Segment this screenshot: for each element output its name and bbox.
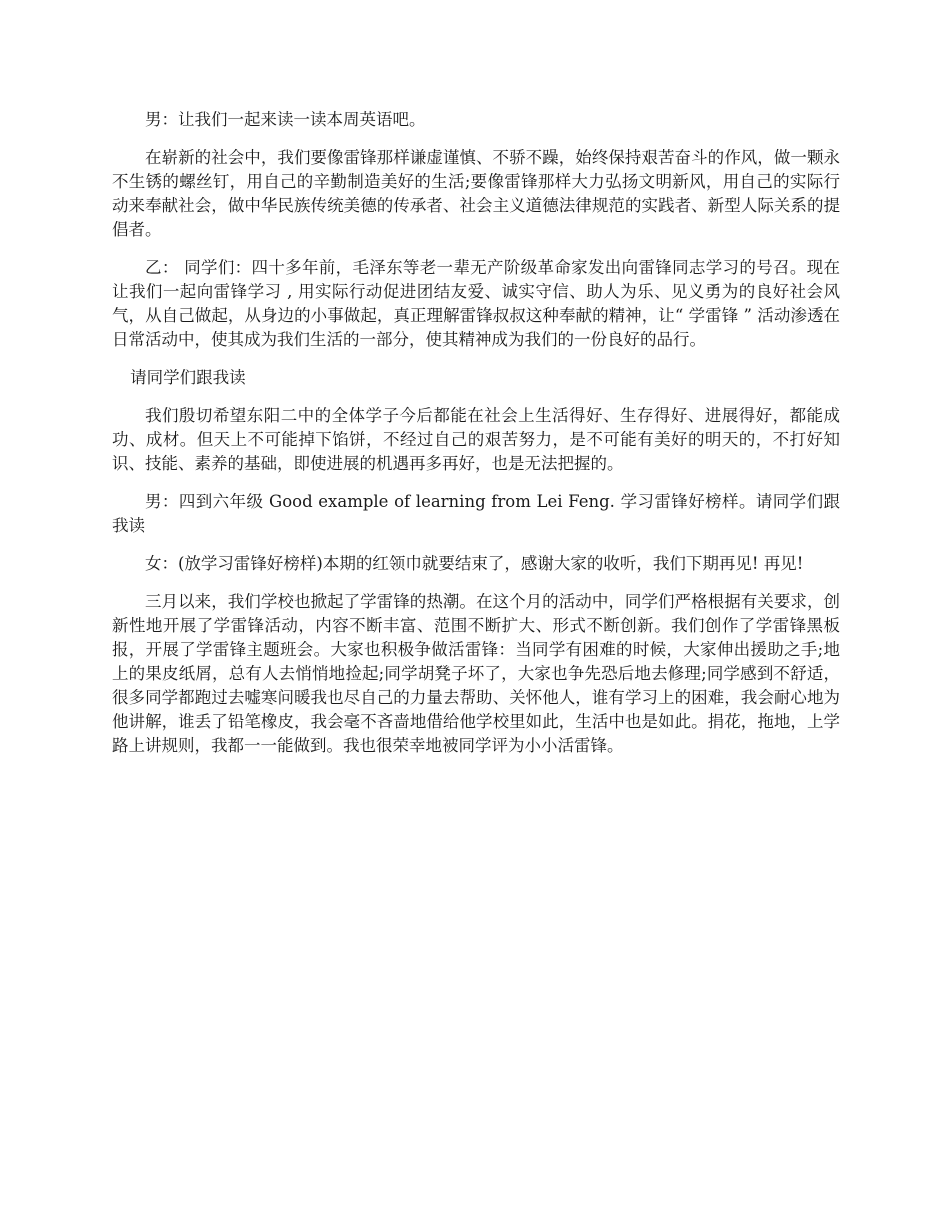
paragraph-yi-classmates: 乙： 同学们：四十多年前，毛泽东等老一辈无产阶级革命家发出向雷锋同志学习的号召。现在让我们一起向雷锋学习 , 用实际行动促进团结友爱、诚实守信、助人为乐、见义勇为的良好社会风气，从自己做起，从身边的小事做起，真正理解雷锋叔叔这种奉献的精神，让“ 学雷锋 ” 活动渗透在日常活动中，使其成为我们生活的一部分，使其精神成为我们的一份良好的品行。 (112, 258, 840, 349)
paragraph-female-closing: 女：(放学习雷锋好榜样)本期的红领巾就要结束了，感谢大家的收听，我们下期再见! 再见! (145, 554, 804, 573)
paragraph-march-activities: 三月以来，我们学校也掀起了学雷锋的热潮。在这个月的活动中，同学们严格根据有关要求，创新性地开展了学雷锋活动，内容不断丰富、范围不断扩大、形式不断创新。我们创作了学雷锋黑板报，开展了学雷锋主题班会。大家也积极争做活雷锋：当同学有困难的时候，大家伸出援助之手;地上的果皮纸屑，总有人去悄悄地捡起;同学胡凳子坏了，大家也争先恐后地去修理;同学感到不舒适，很多同学都跑过去嘘寒问暖我也尽自己的力量去帮助、关怀他人，谁有学习上的困难，我会耐心地为他讲解，谁丢了铅笔橡皮，我会毫不吝啬地借给他学校里如此，生活中也是如此。捐花，拖地，上学路上讲规则，我都一一能做到。我也很荣幸地被同学评为小小活雷锋。 (112, 592, 840, 755)
paragraph-male-english-intro: 男：让我们一起来读一读本周英语吧。 (145, 110, 426, 129)
paragraph-male-grades-four-six: 男：四到六年级 Good example of learning from Lei Feng. 学习雷锋好榜样。请同学们跟我读 (112, 492, 840, 535)
paragraph-learn-from-leifeng: 在崭新的社会中，我们要像雷锋那样谦虚谨慎、不骄不躁，始终保持艰苦奋斗的作风，做一颗永不生锈的螺丝钉，用自己的辛勤制造美好的生活;要像雷锋那样大力弘扬文明新风，用自己的实际行动来奉献社会，做中华民族传统美德的传承者、社会主义道德法律规范的实践者、新型人际关系的提倡者。 (112, 148, 840, 239)
paragraph-read-after-me: 请同学们跟我读 (130, 368, 246, 387)
document-page (112, 108, 840, 772)
paragraph-dongyang-hope: 我们殷切希望东阳二中的全体学子今后都能在社会上生活得好、生存得好、进展得好，都能成功、成材。但天上不可能掉下馅饼，不经过自己的艰苦努力，是不可能有美好的明天的，不打好知识、技能、素养的基础，即使进展的机遇再多再好，也是无法把握的。 (112, 406, 840, 473)
